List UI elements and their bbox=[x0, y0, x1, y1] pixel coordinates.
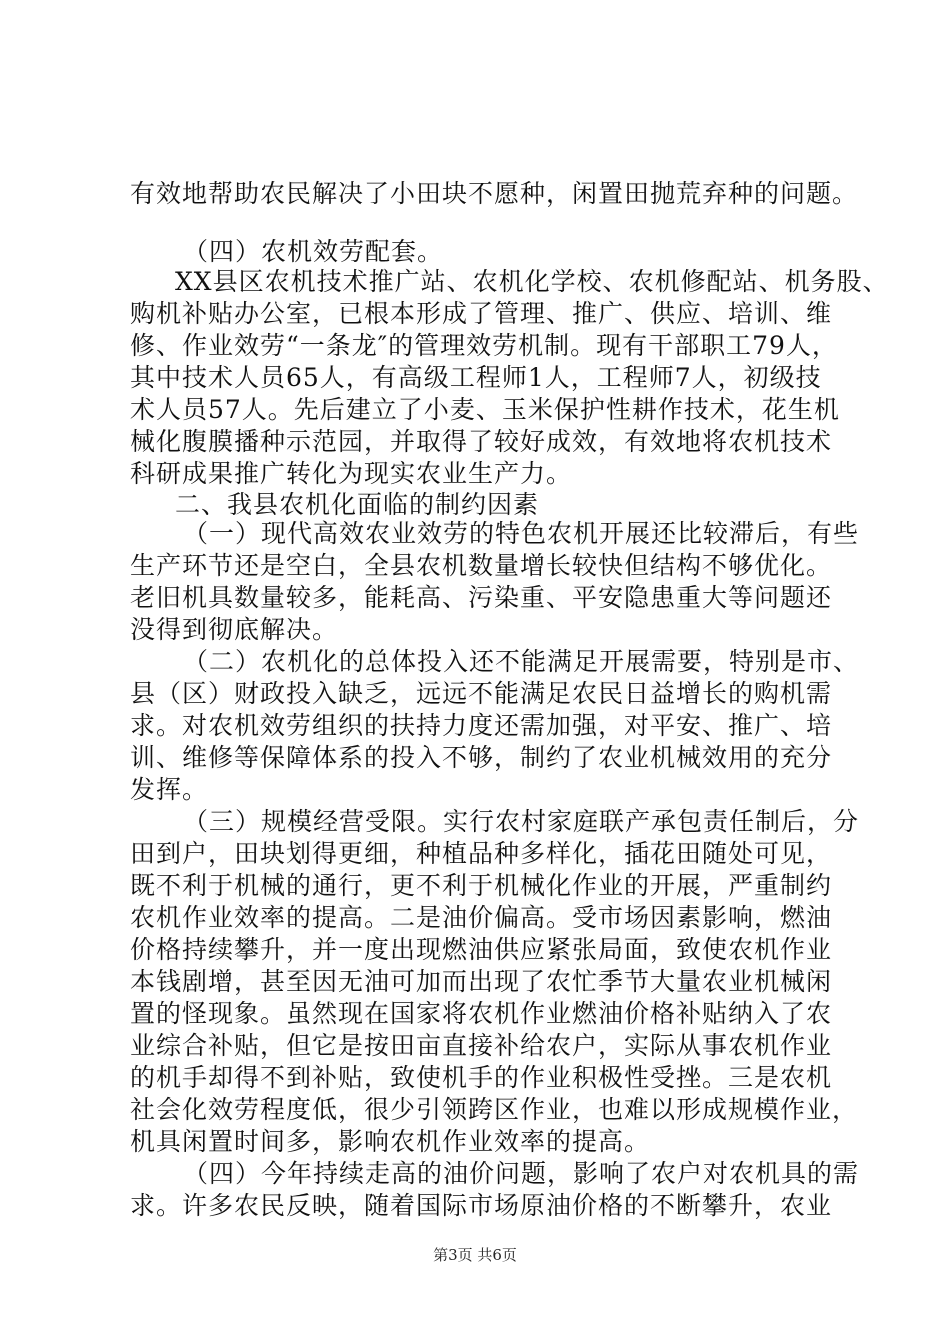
paragraph-start: XX县区农机技术推广站、农机化学校、农机修配站、机务股、 bbox=[175, 267, 889, 296]
text-line: 械化腹膜播种示范园，并取得了较好成效，有效地将农机技术 bbox=[130, 427, 833, 456]
text-line: 本钱剧增，甚至因无油可加而出现了农忙季节大量农业机械闲 bbox=[130, 967, 833, 996]
paragraph-start: （四）今年持续走高的油价问题，影响了农户对农机具的需 bbox=[183, 1159, 860, 1188]
text-line: 的机手却得不到补贴，致使机手的作业积极性受挫。三是农机 bbox=[130, 1063, 833, 1092]
text-line: 术人员57人。先后建立了小麦、玉米保护性耕作技术，花生机 bbox=[130, 395, 840, 424]
text-line: 训、维修等保障体系的投入不够，制约了农业机械效用的充分 bbox=[130, 743, 833, 772]
text-line: 求。对农机效劳组织的扶持力度还需加强，对平安、推广、培 bbox=[130, 711, 833, 740]
paragraph-start: （二）农机化的总体投入还不能满足开展需要，特别是市、 bbox=[183, 647, 860, 676]
text-line: 购机补贴办公室，已根本形成了管理、推广、供应、培训、维 bbox=[130, 299, 833, 328]
text-line: 置的怪现象。虽然现在国家将农机作业燃油价格补贴纳入了农 bbox=[130, 999, 833, 1028]
text-line: 发挥。 bbox=[130, 775, 209, 804]
text-line: 业综合补贴，但它是按田亩直接补给农户，实际从事农机作业 bbox=[130, 1031, 833, 1060]
text-line: 价格持续攀升，并一度出现燃油供应紧张局面，致使农机作业 bbox=[130, 935, 833, 964]
text-line: 没得到彻底解决。 bbox=[130, 615, 339, 644]
text-line: 有效地帮助农民解决了小田块不愿种，闲置田抛荒弃种的问题。 bbox=[130, 179, 859, 208]
text-line: 社会化效劳程度低，很少引领跨区作业，也难以形成规模作业， bbox=[130, 1095, 859, 1124]
text-line: 机具闲置时间多，影响农机作业效率的提高。 bbox=[130, 1127, 651, 1156]
page-footer: 第3页 共6页 bbox=[433, 1246, 517, 1264]
text-line: 生产环节还是空白，全县农机数量增长较快但结构不够优化。 bbox=[130, 551, 833, 580]
paragraph-start: （一）现代高效农业效劳的特色农机开展还比较滞后，有些 bbox=[183, 519, 860, 548]
text-line: 求。许多农民反映，随着国际市场原油价格的不断攀升，农业 bbox=[130, 1191, 833, 1220]
paragraph-start: （三）规模经营受限。实行农村家庭联产承包责任制后，分 bbox=[183, 807, 860, 836]
section-heading: （四）农机效劳配套。 bbox=[183, 237, 444, 266]
text-line: 田到户，田块划得更细，种植品种多样化，插花田随处可见， bbox=[130, 839, 833, 868]
text-line: 科研成果推广转化为现实农业生产力。 bbox=[130, 459, 573, 488]
section-heading: 二、我县农机化面临的制约因素 bbox=[175, 490, 540, 519]
text-line: 老旧机具数量较多，能耗高、污染重、平安隐患重大等问题还 bbox=[130, 583, 833, 612]
text-line: 既不利于机械的通行，更不利于机械化作业的开展，严重制约 bbox=[130, 871, 833, 900]
text-line: 农机作业效率的提高。二是油价偏高。受市场因素影响，燃油 bbox=[130, 903, 833, 932]
text-line: 县（区）财政投入缺乏，远远不能满足农民日益增长的购机需 bbox=[130, 679, 833, 708]
text-line: 其中技术人员65人，有高级工程师1人，工程师7人，初级技 bbox=[130, 363, 822, 392]
text-line: 修、作业效劳“一条龙″的管理效劳机制。现有干部职工79人， bbox=[130, 331, 838, 360]
